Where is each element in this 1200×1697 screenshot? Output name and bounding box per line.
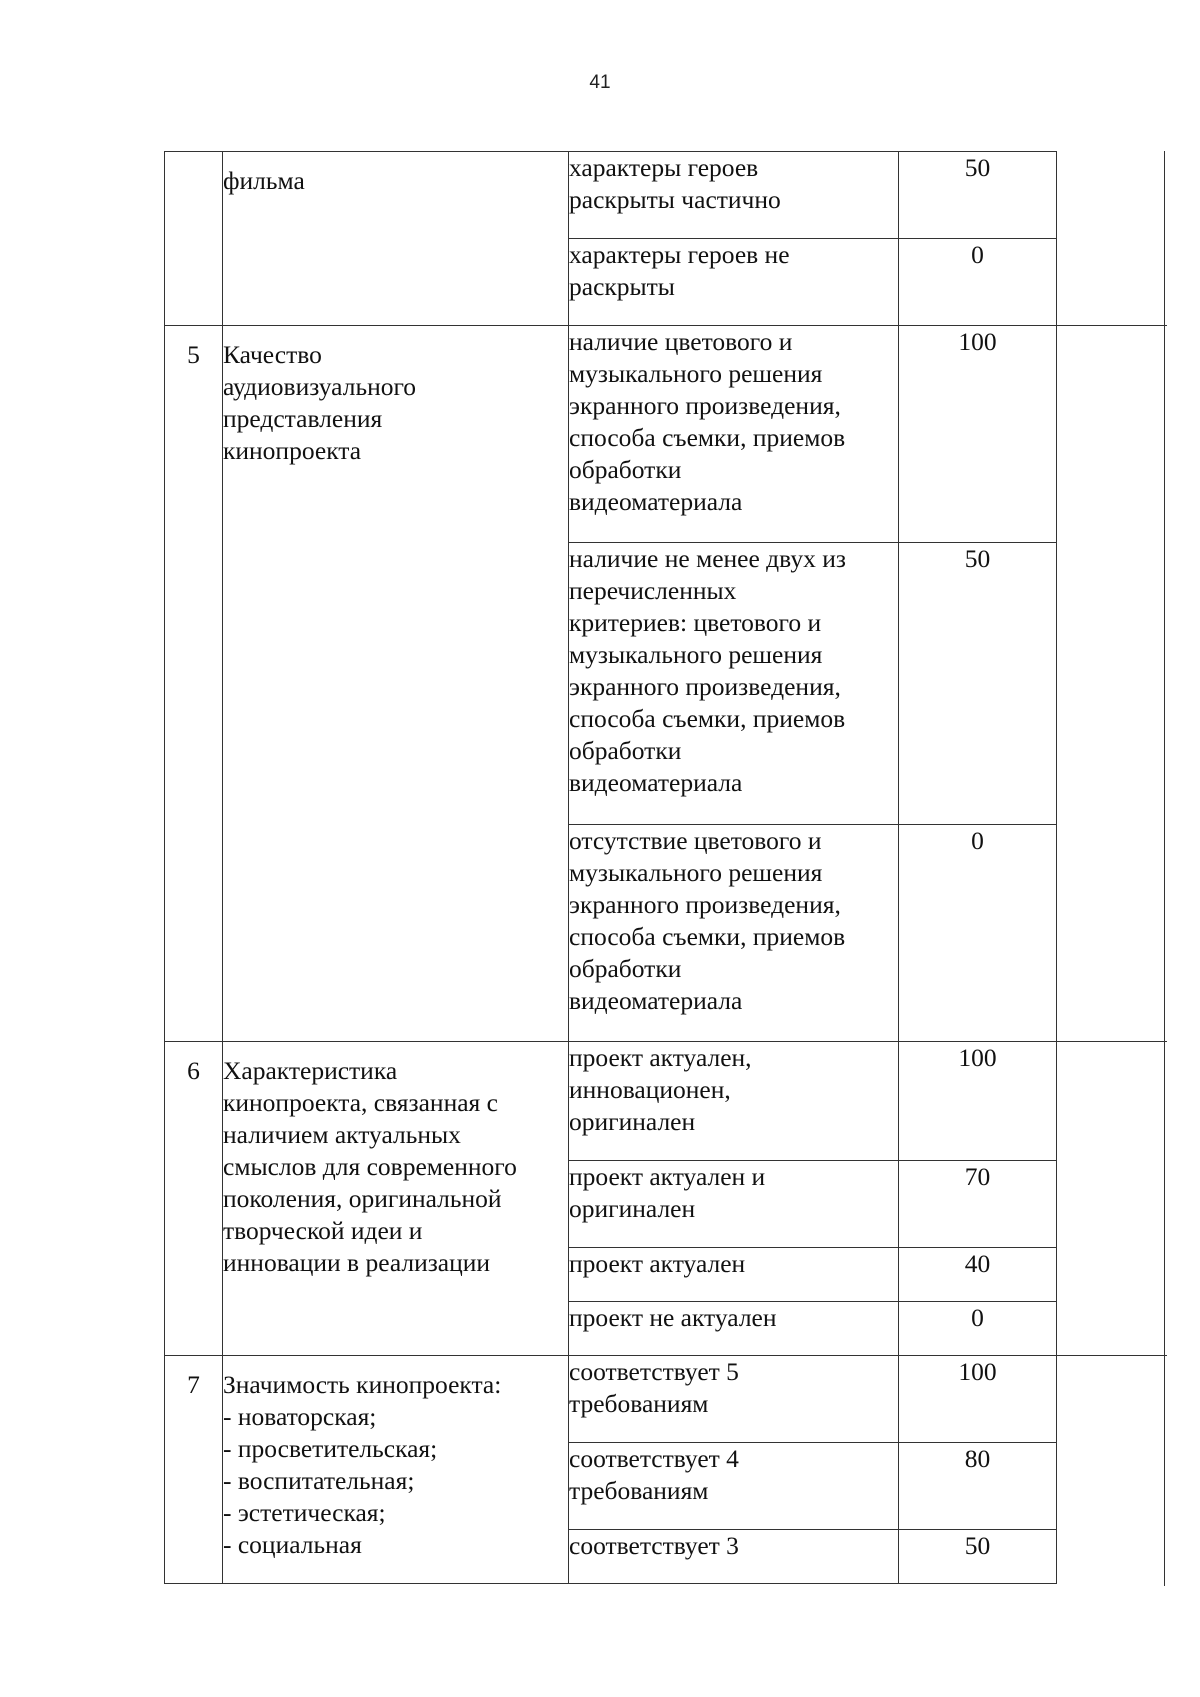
description-line: видеоматериала — [569, 487, 743, 516]
table-outer-right-border — [1164, 151, 1165, 1586]
description-line: наличие не менее двух из — [569, 544, 846, 573]
option-description — [569, 825, 899, 1042]
criterion-line: аудиовизуального — [223, 372, 417, 401]
option-score: 70 — [899, 1161, 1057, 1248]
criterion-line: Характеристика — [223, 1056, 398, 1085]
description-line: критериев: цветового и — [569, 608, 822, 637]
option-score: 0 — [899, 239, 1057, 326]
description-line: раскрыты — [569, 272, 675, 301]
table-row — [165, 1042, 1167, 1161]
criteria-table — [164, 151, 1167, 1584]
description-line: проект актуален и — [569, 1162, 766, 1191]
option-description — [569, 543, 899, 825]
option-score: 50 — [899, 152, 1057, 239]
description-line: оригинален — [569, 1194, 696, 1223]
description-line: обработки — [569, 954, 682, 983]
description-line: характеры героев не — [569, 240, 790, 269]
criterion-line: смыслов для современного — [223, 1152, 517, 1181]
option-score: 0 — [899, 1302, 1057, 1356]
table-row — [165, 152, 1167, 239]
option-score: 100 — [899, 1356, 1057, 1443]
description-line: способа съемки, приемов — [569, 704, 846, 733]
option-score: 50 — [899, 543, 1057, 825]
option-score: 40 — [899, 1248, 1057, 1302]
criterion-line: фильма — [223, 166, 305, 195]
option-score: 0 — [899, 825, 1057, 1042]
option-description — [569, 152, 899, 239]
row-number — [165, 152, 223, 326]
description-line: экранного произведения, — [569, 391, 841, 420]
option-score: 100 — [899, 1042, 1057, 1161]
option-score: 80 — [899, 1443, 1057, 1530]
criterion-line: кинопроекта — [223, 436, 362, 465]
criterion-line: - воспитательная; — [223, 1466, 415, 1495]
description-line: музыкального решения — [569, 640, 823, 669]
option-score: 100 — [899, 326, 1057, 543]
empty-cell — [1057, 1042, 1167, 1356]
criterion-line: представления — [223, 404, 383, 433]
empty-cell — [1057, 326, 1167, 1042]
row-number: 6 — [165, 1042, 223, 1356]
criterion-line: - просветительская; — [223, 1434, 438, 1463]
criterion-line: - новаторская; — [223, 1402, 377, 1431]
criterion-cell — [223, 1042, 569, 1356]
description-line: соответствует 3 — [569, 1531, 739, 1560]
criterion-cell — [223, 326, 569, 1042]
description-line: требованиям — [569, 1476, 709, 1505]
description-line: соответствует 4 — [569, 1444, 739, 1473]
option-description — [569, 1042, 899, 1161]
description-line: способа съемки, приемов — [569, 423, 846, 452]
description-line: требованиям — [569, 1389, 709, 1418]
description-line: характеры героев — [569, 153, 759, 182]
description-line: раскрыты частично — [569, 185, 781, 214]
option-description — [569, 1530, 899, 1584]
description-line: оригинален — [569, 1107, 696, 1136]
option-description — [569, 1443, 899, 1530]
description-line: способа съемки, приемов — [569, 922, 846, 951]
option-description — [569, 1302, 899, 1356]
table-row — [165, 1356, 1167, 1443]
option-score: 50 — [899, 1530, 1057, 1584]
criterion-line: - социальная — [223, 1530, 362, 1559]
option-description — [569, 1248, 899, 1302]
description-line: наличие цветового и — [569, 327, 793, 356]
criterion-line: кинопроекта, связанная с — [223, 1088, 498, 1117]
criterion-line: Качество — [223, 340, 322, 369]
row-number: 7 — [165, 1356, 223, 1584]
description-line: отсутствие цветового и — [569, 826, 822, 855]
description-line: видеоматериала — [569, 986, 743, 1015]
criterion-line: наличием актуальных — [223, 1120, 461, 1149]
description-line: экранного произведения, — [569, 672, 841, 701]
description-line: обработки — [569, 455, 682, 484]
description-line: проект актуален — [569, 1249, 746, 1278]
criterion-cell — [223, 152, 569, 326]
description-line: проект не актуален — [569, 1303, 777, 1332]
criterion-line: поколения, оригинальной — [223, 1184, 502, 1213]
criterion-line: - эстетическая; — [223, 1498, 386, 1527]
description-line: соответствует 5 — [569, 1357, 739, 1386]
criterion-line: Значимость кинопроекта: — [223, 1370, 502, 1399]
empty-cell — [1057, 1356, 1167, 1584]
table-row — [165, 326, 1167, 543]
description-line: перечисленных — [569, 576, 737, 605]
description-line: видеоматериала — [569, 768, 743, 797]
option-description — [569, 239, 899, 326]
description-line: экранного произведения, — [569, 890, 841, 919]
empty-cell — [1057, 152, 1167, 326]
description-line: проект актуален, — [569, 1043, 752, 1072]
option-description — [569, 1356, 899, 1443]
criterion-cell — [223, 1356, 569, 1584]
page-number: 41 — [589, 72, 611, 93]
row-number: 5 — [165, 326, 223, 1042]
criterion-line: инновации в реализации — [223, 1248, 491, 1277]
description-line: музыкального решения — [569, 359, 823, 388]
description-line: инновационен, — [569, 1075, 731, 1104]
option-description — [569, 1161, 899, 1248]
option-description — [569, 326, 899, 543]
description-line: музыкального решения — [569, 858, 823, 887]
criterion-line: творческой идеи и — [223, 1216, 423, 1245]
description-line: обработки — [569, 736, 682, 765]
